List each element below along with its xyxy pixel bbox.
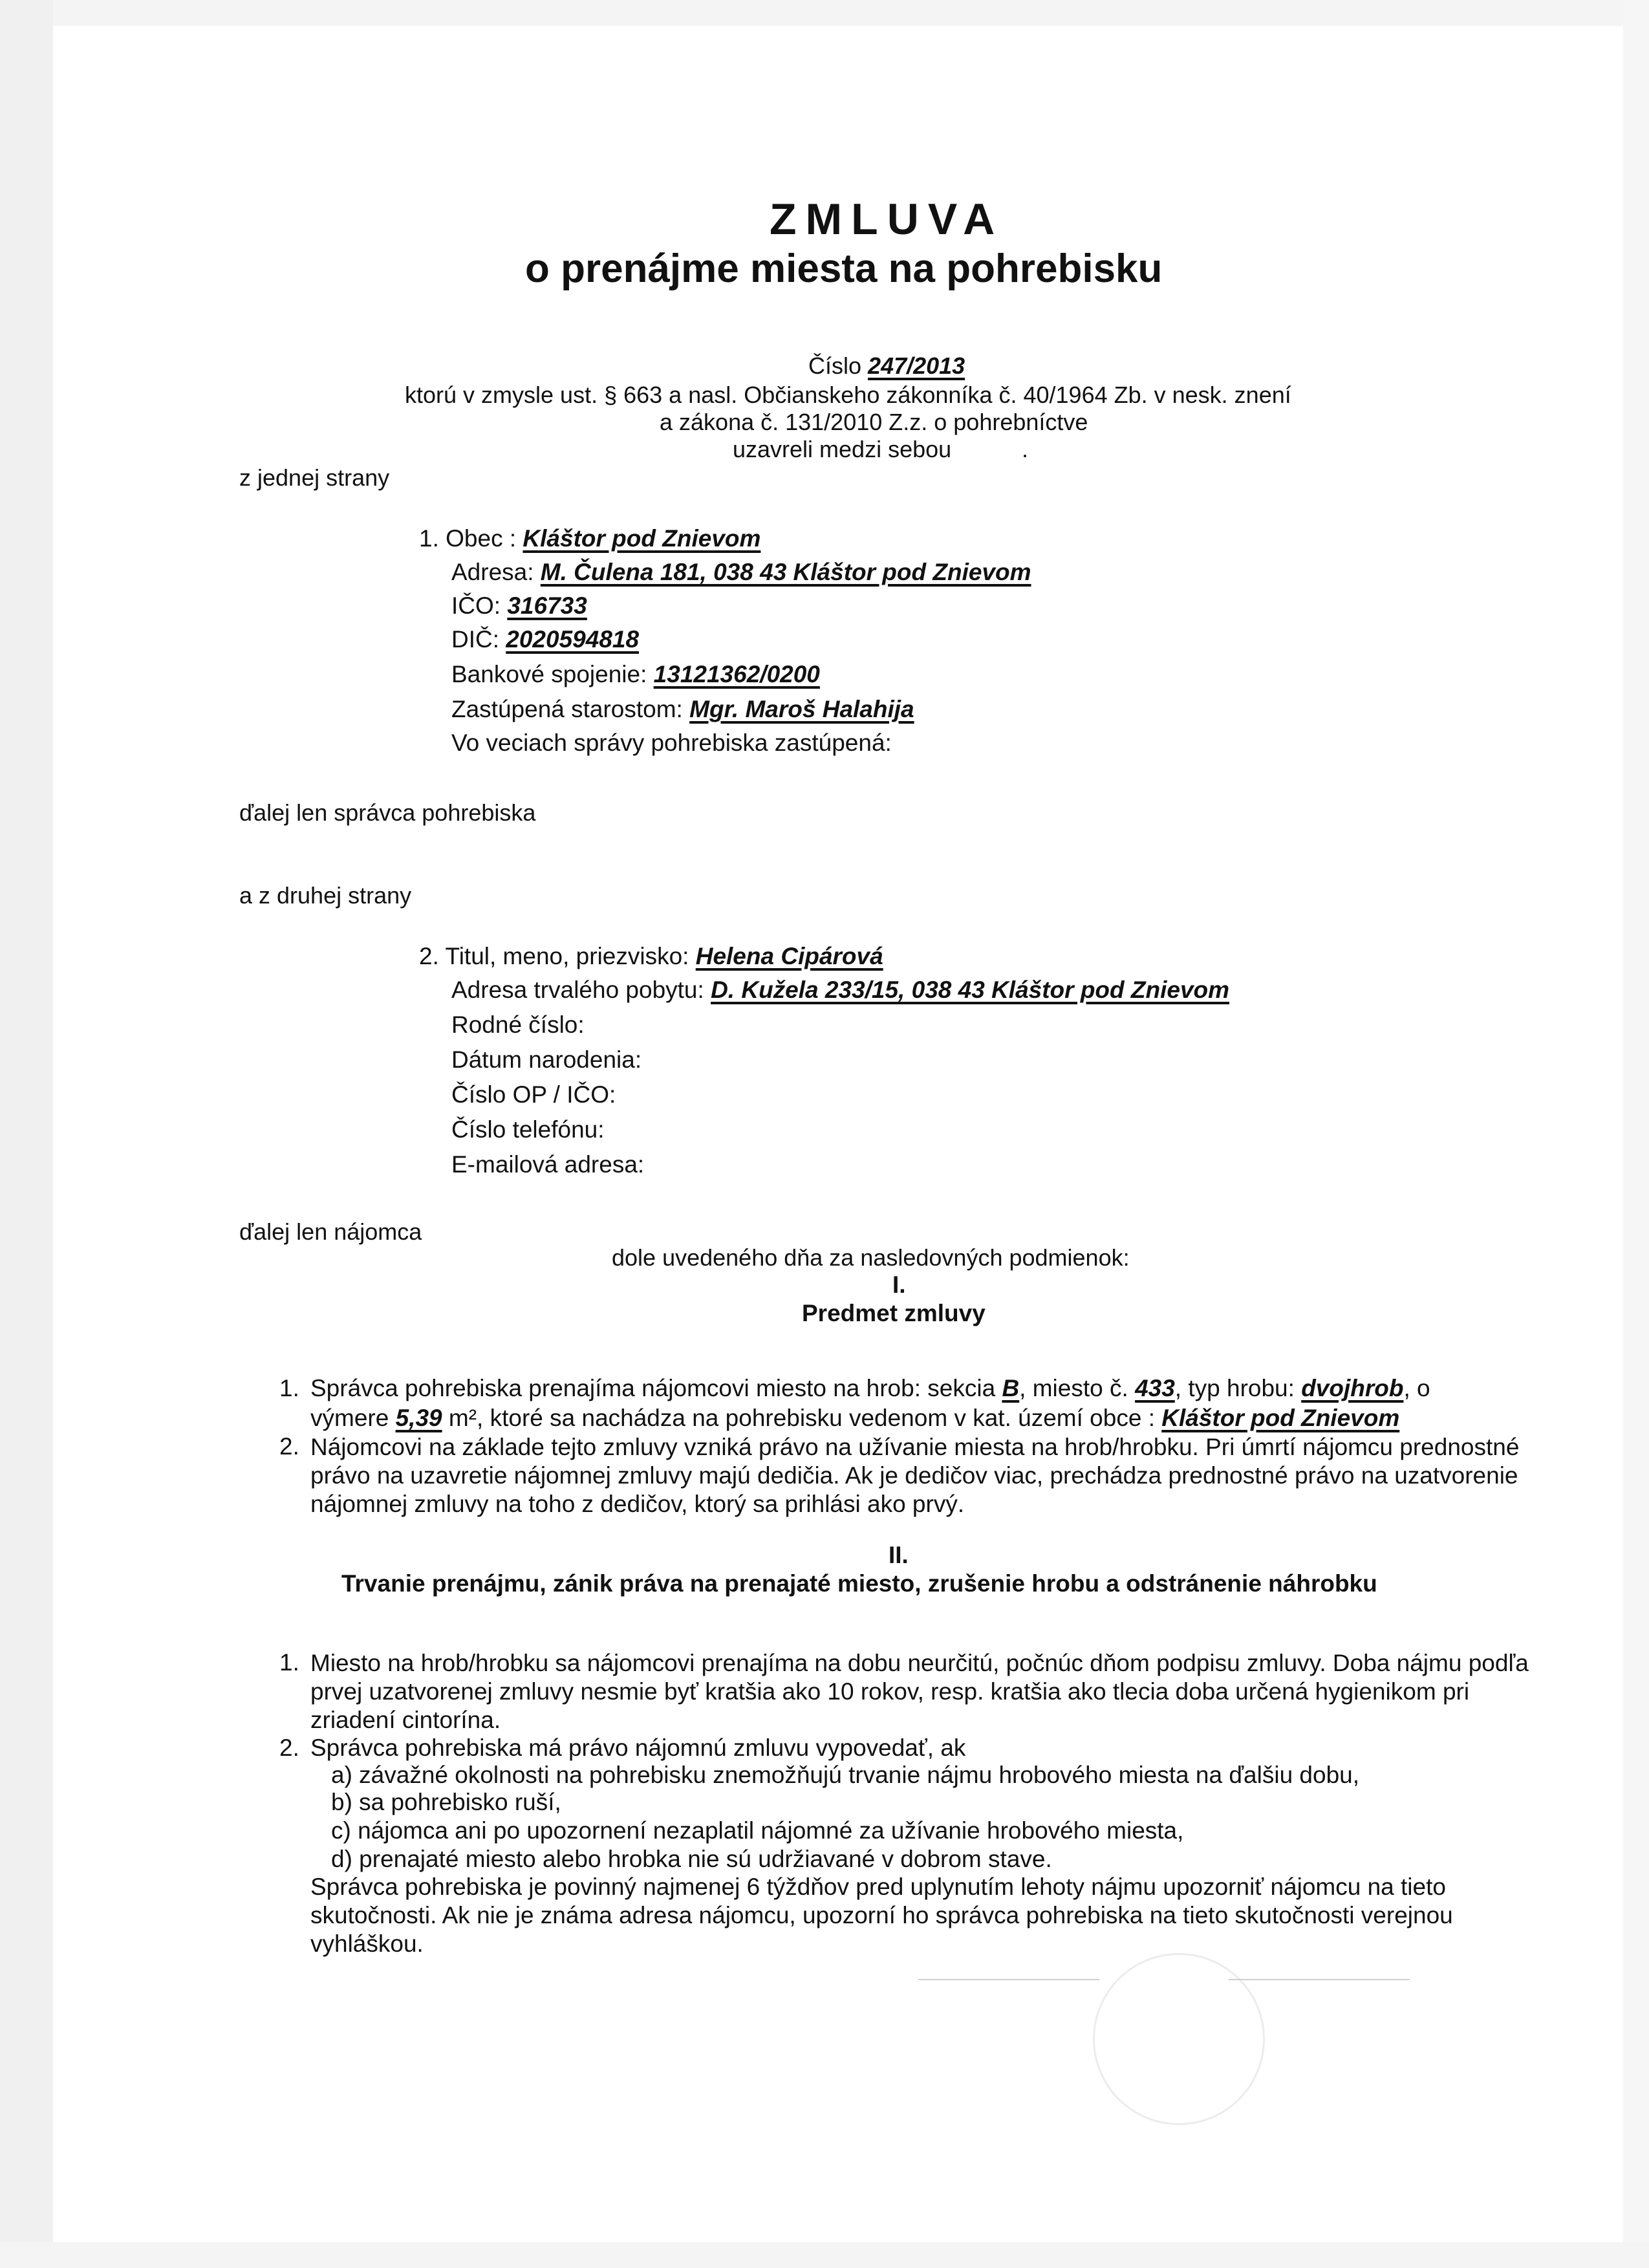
area-value: 5,39 bbox=[395, 1405, 442, 1431]
party2-side-label: a z druhej strany bbox=[239, 882, 412, 909]
miesto-value: 433 bbox=[1135, 1375, 1175, 1401]
party1-ico bbox=[451, 592, 587, 620]
law-line-2: a zákona č. 131/2010 Z.z. o pohrebníctve bbox=[660, 409, 1088, 435]
section1-item1-text-a: Správca pohrebiska prenajíma nájomcovi miesto na hrob: sekcia bbox=[310, 1375, 996, 1401]
party1-administration: Vo veciach správy pohrebiska zastúpená: bbox=[451, 729, 892, 756]
section1-item1-number: 1. bbox=[279, 1375, 299, 1401]
party1-side-label: z jednej strany bbox=[239, 464, 390, 491]
section1-item1-text-d: , o bbox=[1403, 1375, 1430, 1401]
party2-id-number: Číslo OP / IČO: bbox=[451, 1081, 616, 1108]
party1-address bbox=[451, 559, 1031, 586]
scan-edge-left bbox=[0, 0, 53, 2268]
representative-value: Mgr. Maroš Halahija bbox=[689, 696, 914, 722]
representative-label: Zastúpená starostom: bbox=[451, 696, 683, 722]
section1-item1-line2 bbox=[310, 1405, 1399, 1432]
dic-label: DIČ: bbox=[451, 626, 499, 653]
section2-sub-b: b) sa pohrebisko ruší, bbox=[331, 1789, 561, 1815]
party1-dic bbox=[451, 626, 639, 653]
grave-type-value: dvojhrob bbox=[1301, 1375, 1404, 1401]
law-line-3: uzavreli medzi sebou bbox=[733, 436, 952, 462]
conditions-intro: dole uvedeného dňa za nasledovných podmienok: bbox=[612, 1244, 1130, 1271]
party2-address bbox=[451, 977, 1229, 1004]
signature-line-left bbox=[918, 1979, 1099, 1980]
obec-value: Kláštor pod Znievom bbox=[523, 525, 761, 552]
sekcia-value: B bbox=[1002, 1375, 1020, 1401]
bank-label: Bankové spojenie: bbox=[451, 661, 647, 687]
permanent-address-value: D. Kužela 233/15, 038 43 Kláštor pod Znievom bbox=[711, 977, 1230, 1003]
party2-email: E-mailová adresa: bbox=[451, 1151, 645, 1178]
party1-obec bbox=[419, 525, 760, 552]
obec-label: 1. Obec : bbox=[419, 525, 517, 552]
party1-representative bbox=[451, 696, 914, 723]
name-label: 2. Titul, meno, priezvisko: bbox=[419, 943, 689, 969]
section2-sub-a: a) závažné okolnosti na pohrebisku znemožňujú trvanie nájmu hrobového miesta na ďalšiu dobu, bbox=[331, 1762, 1360, 1788]
section1-item2-number: 2. bbox=[279, 1433, 299, 1460]
party2-name bbox=[419, 943, 883, 970]
contract-number-label: Číslo bbox=[808, 352, 862, 379]
section1-item1-text-b: , miesto č. bbox=[1019, 1375, 1128, 1401]
section1-item1-text-c: , typ hrobu: bbox=[1174, 1375, 1295, 1401]
signature-line-right bbox=[1229, 1979, 1410, 1980]
bank-value: 13121362/0200 bbox=[653, 661, 820, 687]
section1-item1-text-f: m², ktoré sa nachádza na pohrebisku vedenom v kat. území obce : bbox=[448, 1405, 1155, 1431]
party2-phone: Číslo telefónu: bbox=[451, 1116, 605, 1143]
reverse-side-bleed-through bbox=[1442, 155, 1649, 1901]
document-title: ZMLUVA bbox=[770, 195, 1004, 244]
party1-bank bbox=[451, 661, 820, 688]
scan-edge-top bbox=[0, 0, 1649, 26]
party1-hereinafter: ďalej len správca pohrebiska bbox=[239, 799, 536, 826]
section2-item2-number: 2. bbox=[279, 1734, 299, 1761]
party2-birth-date: Dátum narodenia: bbox=[451, 1046, 642, 1073]
section1-heading: Predmet zmluvy bbox=[802, 1300, 986, 1326]
party2-hereinafter: ďalej len nájomca bbox=[239, 1218, 422, 1245]
contract-number-value: 247/2013 bbox=[868, 352, 965, 379]
permanent-address-label: Adresa trvalého pobytu: bbox=[451, 977, 704, 1003]
address-label: Adresa: bbox=[451, 559, 534, 585]
section2-sub-c: c) nájomca ani po upozornení nezaplatil nájomné za užívanie hrobového miesta, bbox=[331, 1817, 1184, 1844]
ico-value: 316733 bbox=[507, 592, 587, 619]
party2-birth-number: Rodné číslo: bbox=[451, 1011, 585, 1038]
law-line-3-dot: . bbox=[1022, 436, 1029, 462]
section2-closing-text: Správca pohrebiska je povinný najmenej 6 týždňov pred uplynutím lehoty nájmu upozorniť nájomcu na tieto skutočnosti. Ak nie je známa adresa nájomcu, upozorní ho správca pohrebiska na tieto skutočnosti verejnou vyhláškou. bbox=[310, 1874, 1453, 1957]
scan-edge-bottom bbox=[0, 2242, 1649, 2268]
section1-item1-text-e: výmere bbox=[310, 1405, 389, 1431]
section2-numeral: II. bbox=[889, 1542, 909, 1568]
name-value: Helena Cipárová bbox=[695, 943, 883, 969]
section1-item2-text: Nájomcovi na základe tejto zmluvy vzniká právo na užívanie miesta na hrob/hrobku. Pri úmrtí nájomcu prednostné právo na uzavretie nájomnej zmluvy majú dedičia. Ak je dedičov viac, prechádza prednostné právo na uzatvorenie nájomnej zmluvy na toho z dedičov, ktorý sa prihlási ako prvý. bbox=[310, 1434, 1520, 1517]
address-value: M. Čulena 181, 038 43 Kláštor pod Znievom bbox=[540, 559, 1031, 585]
cadastral-municipality-value: Kláštor pod Znievom bbox=[1161, 1405, 1400, 1431]
section2-heading: Trvanie prenájmu, zánik práva na prenajaté miesto, zrušenie hrobu a odstránenie náhrobku bbox=[341, 1570, 1377, 1597]
ico-label: IČO: bbox=[451, 592, 501, 619]
section2-sub-d: d) prenajaté miesto alebo hrobka nie sú udržiavané v dobrom stave. bbox=[331, 1846, 1052, 1872]
law-line-1: ktorú v zmysle ust. § 663 a nasl. Občianskeho zákonníka č. 40/1964 Zb. v nesk. znení bbox=[405, 382, 1291, 408]
document-subtitle: o prenájme miesta na pohrebisku bbox=[525, 246, 1163, 291]
section2-item2-text: Správca pohrebiska má právo nájomnú zmluvu vypovedať, ak bbox=[310, 1734, 966, 1761]
section1-numeral: I. bbox=[892, 1271, 906, 1298]
section2-item1-text: Miesto na hrob/hrobku sa nájomcovi prenajíma na dobu neurčitú, počnúc dňom podpisu zmluvy. Doba nájmu podľa prvej uzatvorenej zmluvy nesmie byť kratšia ako 10 rokov, resp. kratšia ako tlecia doba určená hygienikom pri zriadení cintorína. bbox=[310, 1650, 1529, 1733]
dic-value: 2020594818 bbox=[506, 626, 640, 653]
section2-item1-number: 1. bbox=[279, 1649, 299, 1676]
section1-item1-line1 bbox=[310, 1375, 1430, 1402]
contract-number bbox=[808, 352, 965, 380]
